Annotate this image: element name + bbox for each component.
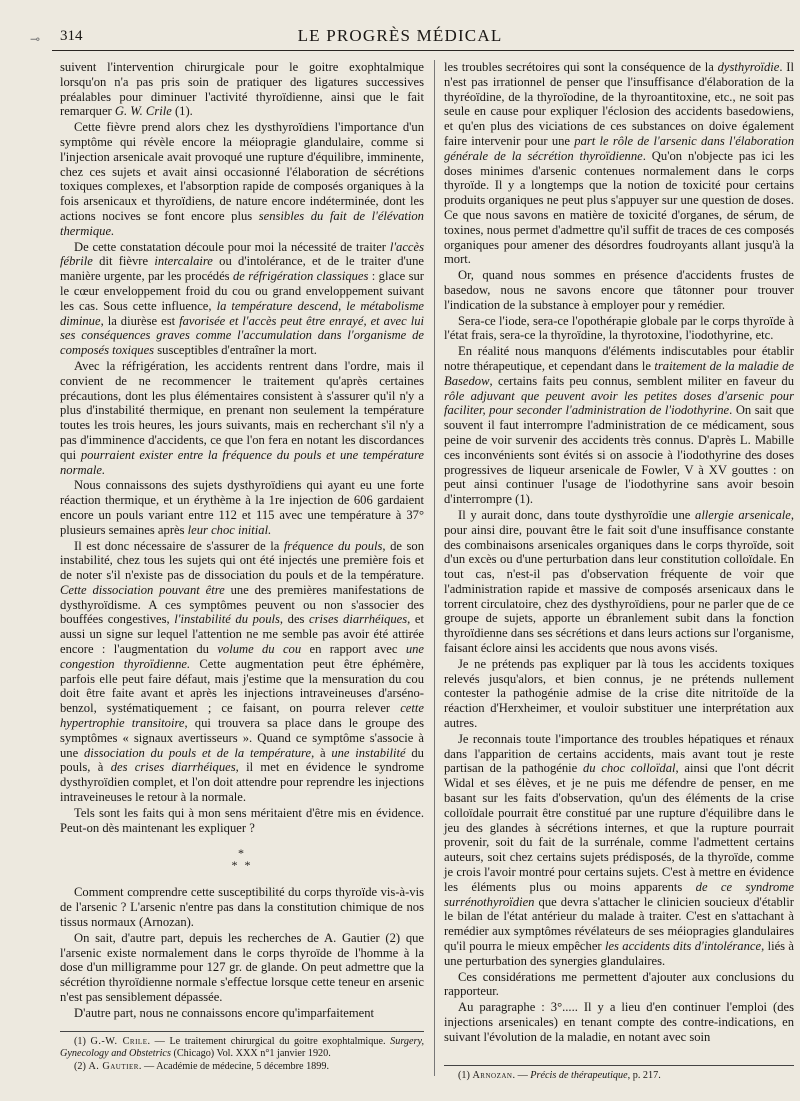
- italic-phrase: Cette dissociation pouvant être: [60, 582, 225, 597]
- text-run: , liés à une perturbation des synergies glandulaires.: [444, 939, 794, 968]
- left-column: [60, 60, 424, 1073]
- body-paragraph: [444, 1000, 794, 1044]
- footnote-rule: [60, 1031, 424, 1032]
- text-run: . —: [512, 1069, 531, 1081]
- italic-phrase: intercalaire: [154, 254, 213, 269]
- page-number: 314: [60, 28, 83, 44]
- text-run: . Il n'est pas irrationnel de penser que l'insuffisance d'élaboration de la thyréoïdine, de la thyroïodine, de la thyroantitoxine, etc., ne soit pas seule en cause pour expliquer l'éclosion des accidents basedowiens, et qu'en plus des viciations de ces substances on doive également faire intervenir pour une: [444, 60, 794, 148]
- author-name: A. Gautier: [88, 1060, 139, 1072]
- text-run: du pouls, à: [60, 745, 424, 775]
- body-paragraph: [444, 314, 794, 344]
- text-run: De cette constatation découle pour moi la nécessité de traiter: [74, 239, 390, 254]
- body-paragraph: [60, 60, 424, 119]
- italic-phrase: rôle adjuvant que peuvent avoir les petites doses d'arsenic pour faciliter, pour seconder l'administration de l'iodothyrine: [444, 388, 794, 418]
- body-paragraph: [60, 1006, 424, 1021]
- margin-mark: ⊸: [30, 32, 41, 46]
- text-run: , certains faits peu connus, semblent militer en faveur du: [489, 373, 794, 388]
- text-run: ou d'intolérance, et de le traiter d'une manière urgente, par les procédés: [60, 254, 424, 284]
- text-run: suivent l'intervention chirurgicale pour le goitre exophtalmique lorsqu'on n'a pas pris soin de pratiquer des ligatures successives préalables pour diminuer l'activité thyroïdienne, ainsi que le fait remarquer: [60, 60, 424, 119]
- text-run: Nous connaissons des sujets dysthyroïdiens qui ayant eu une forte réaction thermique, et un érythème à la 1re injection de 606 gardaient encore un pouls variant entre 112 et 115 avec une température à 37° plusieurs semaines après: [60, 478, 424, 537]
- text-run: (1): [74, 1035, 91, 1047]
- body-paragraph: [60, 240, 424, 358]
- text-run: , la diurèse est: [100, 313, 180, 328]
- text-run: , de son instabilité, chez tous les sujets qui ont été injectés une première fois et de noter s'il n'existe pas de dissociation du pouls et de la température.: [60, 538, 424, 583]
- section-break-asterism: * * *: [231, 846, 253, 873]
- text-run: ,: [338, 298, 347, 313]
- text-run: (1).: [171, 104, 193, 119]
- text-run: (1): [458, 1069, 473, 1081]
- italic-phrase: des crises diarrhéiques: [110, 760, 236, 775]
- italic-phrase: dissociation du pouls et de la température: [83, 745, 312, 760]
- italic-phrase: G. W. Crile: [114, 104, 172, 119]
- italic-phrase: favorisée et l'accès peut être enrayé, et avec lui ses conséquences graves comme l'accumulation dans l'organisme de composés toxiques: [60, 313, 424, 358]
- body-paragraph: [60, 120, 424, 238]
- text-run: , pour ainsi dire, pouvant être le fait soit d'une insuffisance constante des combinaisons arsenicales organiques dans le corps thyroïde, soit d'un excès ou d'une perturbation dans leur constitution colloïdale. En tout cas, n'est-il pas d'observation fréquente de voir que l'administration rapide et massive de composés arsenicaux dans le torrent circulatoire, chez des dysthyroïdiens, pour ne parler que de ce groupe de sujets, apporte un ébranlement subit dans la fonction thyroïdienne dans ses sécrétions et dans leurs actions sur l'organisme, faisant éclore ainsi les accidents que nous avons visés.: [444, 507, 794, 656]
- text-run: Comment comprendre cette susceptibilité du corps thyroïde vis-à-vis de l'arsenic ? L'arsenic n'entre pas dans la constitution chimique de nos tissus normaux (Arnozan).: [60, 885, 424, 930]
- text-run: , des: [279, 612, 310, 627]
- column-divider: [434, 60, 435, 1076]
- body-paragraph: [60, 539, 424, 805]
- journal-title: LE PROGRÈS MÉDICAL: [297, 26, 503, 45]
- italic-phrase: leur choc initial.: [187, 522, 272, 537]
- body-paragraph: [444, 60, 794, 267]
- body-paragraph: [60, 885, 424, 929]
- text-run: Il est donc nécessaire de s'assurer de la: [74, 538, 284, 553]
- italic-phrase: du choc colloïdal: [582, 761, 676, 776]
- text-run: On sait, d'autre part, depuis les recherches de A. Gautier (2) que l'arsenic existe normalement dans le corps thyroïde de l'homme à la dose d'un milligramme pour 127 gr. de glande. On peut admettre que la sécrétion thyroïdienne normale s'effectue lorsque cette teneur en arsenic n'est pas sensiblement dépassée.: [60, 930, 424, 1005]
- italic-phrase: l'accès fébrile: [60, 239, 424, 269]
- right-column: [444, 60, 794, 1082]
- italic-phrase: dysthyroïdie: [717, 60, 780, 74]
- text-run: en rapport avec: [301, 642, 406, 657]
- italic-phrase: allergie arsenicale: [695, 507, 791, 522]
- text-run: , et aussi un signe sur lequel l'attention ne me semble pas avoir été attirée encore : l'augmentation du: [60, 612, 425, 657]
- italic-phrase: part le rôle de l'arsenic dans l'élaboration générale de la sécrétion thyroïdienne: [444, 133, 794, 163]
- text-run: une des premières manifestations de dysthyroïdisme. A ces symptômes peuvent ou non s'associer des bouffées congestives,: [60, 582, 424, 627]
- text-run: . — Académie de médecine, 5 décembre 1899.: [138, 1060, 330, 1072]
- text-run: D'autre part, nous ne connaissons encore qu'imparfaitement: [74, 1005, 375, 1020]
- text-run: . On sait que souvent il faut interrompre l'administration de ce médicament, sous peine de voir survenir des accidents très connus. D'après L. Mabille ces inconvénients sont évités si on associe à l'iodothyrine des doses progressives de liqueur arsenicale de Fowler, V à XV gouttes : on peut ainsi continuer l'usage de l'iodothyrine sans avoir besoin d'interrompre (1).: [444, 403, 794, 507]
- text-run: (2): [74, 1060, 89, 1072]
- text-run: Je ne prétends pas expliquer par là tous les accidents toxiques relevés jusqu'alors, et bien connus, je ne prétends nullement contester la pathogénie admise de la crise dite nitritoïde de la réaction d'Herxheimer, et vouloir substituer une interprétation aux autres.: [444, 656, 794, 731]
- footnote: [60, 1061, 424, 1073]
- body-paragraph: [444, 732, 794, 969]
- text-run: dit fièvre: [92, 254, 155, 269]
- italic-phrase: la température descend: [216, 298, 339, 313]
- text-run: Je reconnais toute l'importance des troubles hépatiques et rénaux dans l'apparition de certains accidents, mais avant tout je reste partisan de la pathogénie: [444, 731, 794, 776]
- italic-phrase: une congestion thyroïdienne.: [60, 642, 424, 671]
- italic-phrase: traitement de la maladie de Basedow: [444, 358, 794, 388]
- italic-phrase: pourraient exister entre la fréquence du pouls et une température normale.: [60, 447, 424, 477]
- text-run: Avec la réfrigération, les accidents rentrent dans l'ordre, mais il convient de ne recommencer le traitement qu'après certaines précautions, dont les plus élémentaires consistent à s'assurer qu'il n'y a plus d'instabilité thermique, en prenant non seulement la température toutes les trois heures, les jours suivants, mais en recherchant s'il n'y a pas d'imminence d'accidents, ce que l'on fera en notant les discordances qui: [60, 358, 424, 462]
- italic-phrase: volume du cou: [217, 642, 302, 657]
- author-name: Arnozan: [472, 1069, 513, 1081]
- italic-phrase: crises diarrhéiques: [309, 612, 408, 627]
- footnote: [444, 1070, 794, 1082]
- italic-phrase: cette hypertrophie transitoire: [60, 701, 424, 731]
- text-run: Tels sont les faits qui à mon sens méritaient d'être mis en évidence. Peut-on dès maintenant les expliquer ?: [60, 805, 424, 835]
- italic-phrase: le métabolisme diminue: [60, 298, 424, 328]
- text-run: , à: [311, 745, 332, 760]
- italic-phrase: Précis de thérapeutique: [530, 1069, 628, 1081]
- text-run: Sera-ce l'iode, sera-ce l'opothérapie globale par le corps thyroïde à l'état frais, sera-ce la thyroïdine, la thyrotoxine, l'iodothyrine, etc.: [444, 313, 794, 343]
- text-run: En réalité nous manquons d'éléments indiscutables pour établir notre thérapeutique, et cependant dans le: [444, 344, 794, 373]
- italic-phrase: les accidents dits d'intolérance: [604, 939, 762, 954]
- text-run: , il met en évidence le syndrome dysthyroïdien complet, et l'on doit attendre pour reprendre les injections intraveineuses le retour à la normale.: [60, 760, 424, 805]
- text-run: Il y aurait donc, dans toute dysthyroïdie une: [458, 507, 696, 522]
- body-paragraph: [444, 268, 794, 312]
- italic-phrase: sensibles du fait de l'élévation thermique.: [60, 208, 424, 238]
- author-name: G.-W. Crile: [90, 1035, 148, 1047]
- header-rule: [52, 50, 794, 51]
- body-paragraph: [444, 970, 794, 1000]
- text-run: . — Le traitement chirurgical du goitre exophtalmique.: [147, 1035, 391, 1047]
- text-run: les troubles secrétoires qui sont la conséquence de la: [444, 60, 718, 74]
- italic-phrase: de réfrigération classiques: [232, 269, 369, 284]
- text-run: Or, quand nous sommes en présence d'accidents frustes de basedow, nous ne savons encore que tâtonner pour trouver l'indication de la substance à employer pour y remédier.: [444, 268, 794, 312]
- footnote: [60, 1036, 424, 1060]
- body-paragraph: [444, 344, 794, 507]
- text-run: Ces considérations me permettent d'ajouter aux conclusions du rapporteur.: [444, 969, 794, 999]
- text-run: : glace sur le cœur enveloppement froid du cou ou grand enveloppement suivant les cas. Sous cette influence,: [60, 269, 424, 313]
- body-paragraph: [60, 359, 424, 477]
- text-run: susceptibles d'entraîner la mort.: [154, 343, 317, 358]
- body-paragraph: [60, 806, 424, 836]
- text-run: , p. 217.: [627, 1069, 661, 1081]
- text-run: Au paragraphe : 3°..... Il y a lieu d'en continuer l'emploi (des injections arsenicales) en tenant compte des contre-indications, en suivant l'évolution de la maladie, en notant avec soin: [444, 1000, 794, 1044]
- body-paragraph: [60, 478, 424, 537]
- text-run: , ainsi que l'ont décrit Widal et ses élèves, et je ne puis me défendre de penser, en me basant sur les faits d'observation, qu'un des éléments de la crise colloïdale pourrait être constitué par une rupture d'équilibre dans le jeu des glandes à sécrétions internes, et que la rupture pourrait provenir, soit du fait de la surrénale, comme l'admettent certains auteurs, soit chez certains sujets prédisposés, de la thyroïde, comme je crois l'avoir montré pour certains sujets. C'est à mettre en évidence les éléments plus ou moins apparents: [444, 761, 794, 894]
- text-run: Cette fièvre prend alors chez les dysthyroïdiens l'importance d'un symptôme qui révèle encore la méiopragie glandulaire, comme si l'injection arsenicale avait provoqué une rupture d'équilibre, imminente, chez ces sujets et avait ainsi occasionné l'élaboration de sécrétions toxiques complexes, et l'absorption rapide de composés organiques à la fois arsenicaux et thyroïdiens, de nature encore indéterminée, dont les actions nocives se font encore plus: [60, 120, 424, 223]
- italic-phrase: de ce syndrome surrénothyroïdien: [444, 879, 794, 909]
- italic-phrase: l'instabilité du pouls: [174, 612, 280, 627]
- text-run: , qui trouvera sa place dans le groupe des symptômes « signaux avertisseurs ». Quand ce symptôme s'associe à une: [60, 716, 424, 760]
- text-run: Cette augmentation peut être éphémère, parfois elle peut faire défaut, mais j'estime que la mensuration du cou doit être faite avant et après les injections intraveineuses d'arséno-benzol, systématiquement ; ce faisant, on pourra relever: [60, 656, 425, 716]
- footnote-rule: [444, 1065, 794, 1066]
- text-run: . Qu'on n'objecte pas ici les doses minimes d'arsenic contenues normalement dans le corps thyroïde. Il y a longtemps que la notion de toxicité pour certains produits organiques ne peut plus s'appuyer sur une question de doses. Ce que nous savons en matière de toxicité d'organes, de sérum, de toxines, nous permet d'admettre qu'il suffit de traces de ces composés organiques pour amener des désordres foudroyants allant jusqu'à la mort.: [444, 148, 795, 267]
- italic-phrase: fréquence du pouls: [283, 538, 383, 553]
- body-paragraph: [444, 657, 794, 731]
- body-paragraph: [444, 508, 794, 656]
- italic-phrase: une instabilité: [331, 745, 406, 760]
- text-run: (Chicago) Vol. XXX n°1 janvier 1920.: [170, 1047, 331, 1059]
- text-run: que devra s'attacher le clinicien soucieux d'établir le bilan de l'état antérieur du malade à traiter. C'est en s'attachant à remédier aux symptômes révélateurs de ses méiopragies glandulaires qu'il pourra le mieux empêcher: [444, 894, 794, 954]
- page-header: [0, 22, 800, 52]
- body-paragraph: [60, 931, 424, 1005]
- italic-phrase: Surgery, Gynecology and Obstetrics: [60, 1035, 424, 1059]
